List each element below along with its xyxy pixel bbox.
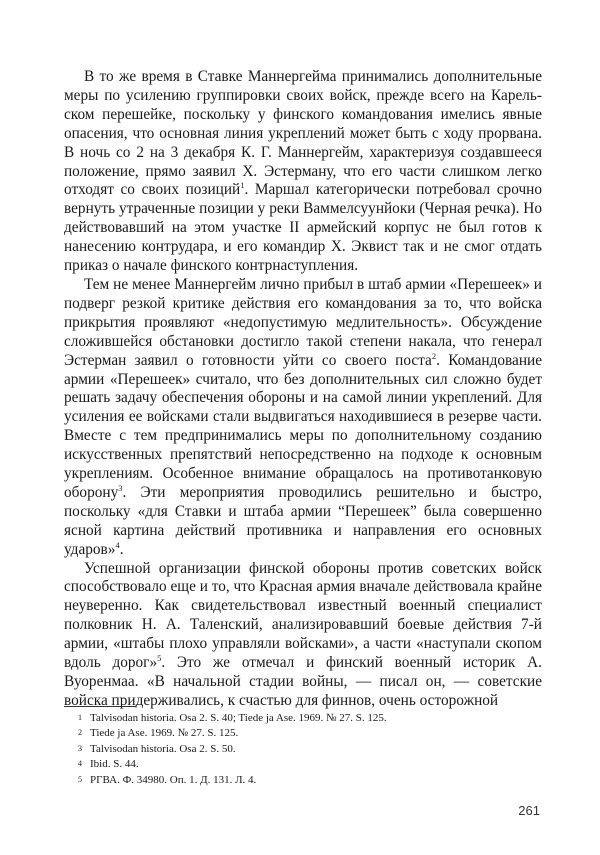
paragraph: [64, 560, 542, 711]
paragraph-text: В то же время в Ставке Маннергейма принимались дополнительные меры по усилению группировки своих войск, прежде всего на Карельском перешейке, поскольку у финского командования имелись явные опасения, что основная линия укреплений может быть с ходу прорвана. В ночь со 2 на 3 декабря К. Г. Маннергейм, характеризуя создавшееся положение, прямо заявил Х. Эстерману, что его части слишком легко отходят со своих позиций: [64, 68, 542, 199]
footnote-text: Talvisodan historia. Osa 2. S. 40; Tiede ja Ase. 1969. № 27. S. 125.: [90, 712, 387, 724]
paragraph-text: . Командование армии «Перешеек» считало, что без дополнительных сил сложно будет решать задачу обеспечения обороны и на самой линии укреплений. Для усиления ее войсками стали выдвигаться находившиеся в резерве части. Вместе с тем предпринимались меры по дополнительному созданию искусственных препятствий непосредственно на подходе к основным укреплениям. Особенное внимание обращалось на противотанковую оборону: [64, 351, 542, 501]
page-body: [64, 68, 542, 711]
footnote: [78, 757, 538, 772]
footnote: [78, 711, 538, 726]
footnote-divider: [64, 706, 136, 707]
page-number: 261: [518, 803, 540, 818]
footnote: [78, 742, 538, 757]
footnote-number: 2: [78, 728, 82, 738]
footnote: [78, 726, 538, 741]
footnote-text: РГВА. Ф. 34980. Оп. 1. Д. 131. Л. 4.: [90, 773, 257, 786]
paragraph-text: . Это же отмечал и финский военный историк А. Вуоренмаа. «В начальной стадии войны, — писал он, — советские войска придерживались, к счастью для финнов, очень осторожной: [64, 654, 542, 709]
footnote-ref: 3: [118, 482, 123, 493]
footnote-ref: 2: [431, 350, 437, 361]
footnote-number: 4: [78, 759, 82, 769]
paragraph-text: Успешной организации финской обороны против советских войск способствовало еще и то, что Красная армия вначале действовала крайне неуверенно. Как свидетельствовал известный военный специалист полковник Н. А. Таленский, анализировавший боевые действия 7-й армии, «штабы плохо управляли войсками», а части «наступали скопом вдоль дорог»: [64, 559, 543, 672]
footnote-number: 5: [78, 774, 82, 784]
footnote-number: 3: [78, 743, 82, 753]
paragraph-text: Тем не менее Маннергейм лично прибыл в штаб армии «Перешеек» и подверг резкой критике действия его командования за то, что войска прикрытия проявляют «недопустимую медлительность». Обсуждение сложившейся обстановки достигло такой степени накала, что генерал Эстерман заявил о готовности уйти со своего поста: [64, 275, 542, 369]
footnote-text: Tiede ja Ase. 1969. № 27. S. 125.: [90, 727, 239, 740]
footnote-text: Ibid. S. 44.: [90, 758, 139, 771]
paragraph-text: . Маршал категорически потребовал срочно вернуть утраченные позиции у реки Ваммелсуунйоки (Черная речка). Но действовавший на этом участке II армейский корпус не был готов к нанесению контрудара, и его командир Х. Эквист так и не смог отдать приказ о начале финского контрнаступления.: [64, 181, 542, 275]
paragraph-text: . Эти мероприятия проводились решительно и быстро, поскольку «для Ставки и штаба армии “Перешеек” была совершенно ясной картина действий противника и направления его основных ударов»: [64, 483, 542, 558]
footnote-ref: 5: [157, 653, 162, 663]
footnote-ref: 1: [240, 180, 245, 191]
paragraph: [64, 276, 542, 560]
footnote-text: Talvisodan historia. Osa 2. S. 50.: [90, 742, 236, 755]
paragraph-text: .: [119, 540, 124, 558]
paragraph: [64, 68, 542, 276]
footnotes: [78, 711, 538, 788]
footnote-ref: 4: [115, 539, 120, 550]
footnote-number: 1: [78, 713, 82, 722]
footnote: [78, 773, 538, 788]
